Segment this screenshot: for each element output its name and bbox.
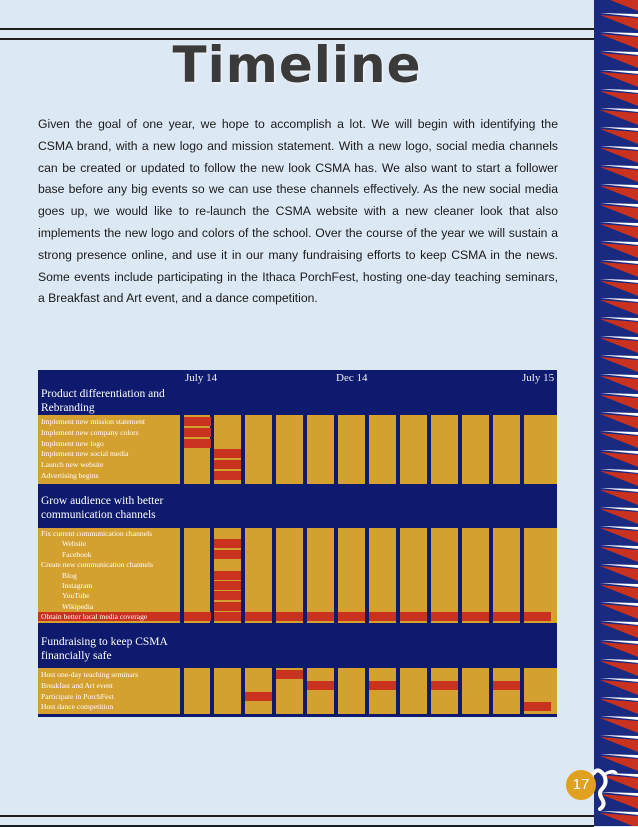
grid-column-divider <box>334 415 338 484</box>
task-bar <box>214 602 241 611</box>
task-label: Fix current communication channels <box>41 529 153 538</box>
task-bar <box>245 612 272 621</box>
task-label: Launch new website <box>41 460 104 470</box>
task-bar <box>493 612 520 621</box>
task-label: Breakfast and Art event <box>41 680 113 690</box>
task-bar <box>214 612 241 621</box>
timeline-chart <box>38 370 557 717</box>
section-title-rebranding: Product differentiation and Rebranding <box>41 388 165 414</box>
task-label: Host one-day teaching seminars <box>41 670 139 679</box>
section-body-fundraising <box>38 668 557 714</box>
task-label: YouTube <box>62 591 90 601</box>
task-bar <box>184 612 211 621</box>
task-label: Participate in PorchFest <box>41 691 114 701</box>
section-body-rebranding <box>38 415 557 484</box>
task-bar <box>214 550 241 559</box>
grid-column-divider <box>489 415 493 484</box>
task-bar <box>307 612 334 621</box>
grid-column-divider <box>458 668 462 714</box>
task-bar <box>524 612 551 621</box>
task-bar <box>524 702 551 711</box>
task-bar <box>245 692 272 701</box>
task-bar <box>276 612 303 621</box>
task-bar <box>214 591 241 600</box>
task-bar <box>214 460 241 469</box>
task-bar <box>184 417 211 426</box>
section-title-fundraising: Fundraising to keep CSMA financially safe <box>41 636 168 662</box>
grid-column-divider <box>180 528 184 623</box>
grid-column-divider <box>303 528 307 623</box>
task-bar <box>431 612 458 621</box>
task-bar <box>307 681 334 690</box>
section-body-audience <box>38 528 557 623</box>
task-bar <box>462 612 489 621</box>
task-label: Host dance competition <box>41 702 114 712</box>
grid-column-divider <box>489 528 493 623</box>
task-label: Implement new logo <box>41 438 104 448</box>
grid-column-divider <box>334 668 338 714</box>
grid-column-divider <box>241 415 245 484</box>
grid-column-divider <box>396 415 400 484</box>
grid-column-divider <box>334 528 338 623</box>
intro-paragraph: Given the goal of one year, we hope to accomplish a lot. We will begin with identifying the CSMA brand, with a new logo and mission statement. With a new logo, social media channels can be created or updated to follow the new look CSMA has. We also want to start a follower base before any big events so we can use these channels effectively. As the new social media goes up, we would like to re-launch the CSMA website with a new cleaner look that also implements the new logo and colors of the school. Over the course of the year we will sustain a strong presence online, and use it in our many fundraising efforts to keep CSMA in the news. Some events include participating in the Ithaca PorchFest, hosting one-day teaching seminars, a Breakfast and Art event, and a dance competition. <box>38 117 558 306</box>
task-label: Instagram <box>62 581 93 590</box>
task-bar <box>214 571 241 580</box>
task-label: Facebook <box>62 549 92 559</box>
task-bar <box>493 681 520 690</box>
grid-column-divider <box>458 528 462 623</box>
task-bar <box>214 539 241 548</box>
grid-column-divider <box>396 528 400 623</box>
header-july-15: July 15 <box>522 372 555 384</box>
task-label: Create new communication channels <box>41 560 153 570</box>
grid-column-divider <box>427 415 431 484</box>
grid-column-divider <box>303 415 307 484</box>
grid-column-divider <box>427 528 431 623</box>
header-july-14: July 14 <box>185 372 218 384</box>
grid-column-divider <box>272 415 276 484</box>
task-bar <box>369 612 396 621</box>
task-label: Implement new social media <box>41 449 129 459</box>
task-bar <box>431 681 458 690</box>
task-bar <box>184 428 211 437</box>
grid-column-divider <box>365 415 369 484</box>
task-bar <box>276 670 303 679</box>
task-bar <box>400 612 427 621</box>
grid-column-divider <box>489 668 493 714</box>
grid-column-divider <box>520 415 524 484</box>
task-bar <box>214 471 241 480</box>
grid-column-divider <box>520 528 524 623</box>
page-title: Timeline <box>172 36 422 94</box>
task-label: Implement new mission statement <box>41 417 145 426</box>
decorative-border <box>594 0 638 826</box>
task-label: Wikipedia <box>62 601 94 611</box>
section-title-audience: Grow audience with better communication channels <box>41 495 164 521</box>
task-bar <box>214 581 241 590</box>
grid-column-divider <box>210 668 214 714</box>
task-label: Website <box>62 539 87 549</box>
grid-column-divider <box>180 668 184 714</box>
grid-column-divider <box>396 668 400 714</box>
task-bar <box>184 439 211 448</box>
grid-column-divider <box>365 668 369 714</box>
task-bar <box>214 449 241 458</box>
grid-column-divider <box>458 415 462 484</box>
task-label: Obtain better local media coverage <box>41 612 148 622</box>
grid-column-divider <box>365 528 369 623</box>
header-dec-14: Dec 14 <box>336 372 368 384</box>
grid-column-divider <box>427 668 431 714</box>
page-number: 17 <box>566 770 596 800</box>
school-logo-icon <box>590 765 620 811</box>
task-label: Implement new company colors <box>41 427 139 437</box>
task-label: Blog <box>62 570 77 580</box>
task-label: Advertising begins <box>41 471 99 480</box>
grid-column-divider <box>272 528 276 623</box>
grid-column-divider <box>241 528 245 623</box>
bottom-rule <box>0 815 594 827</box>
grid-column-divider <box>303 668 307 714</box>
task-bar <box>338 612 365 621</box>
task-bar <box>369 681 396 690</box>
